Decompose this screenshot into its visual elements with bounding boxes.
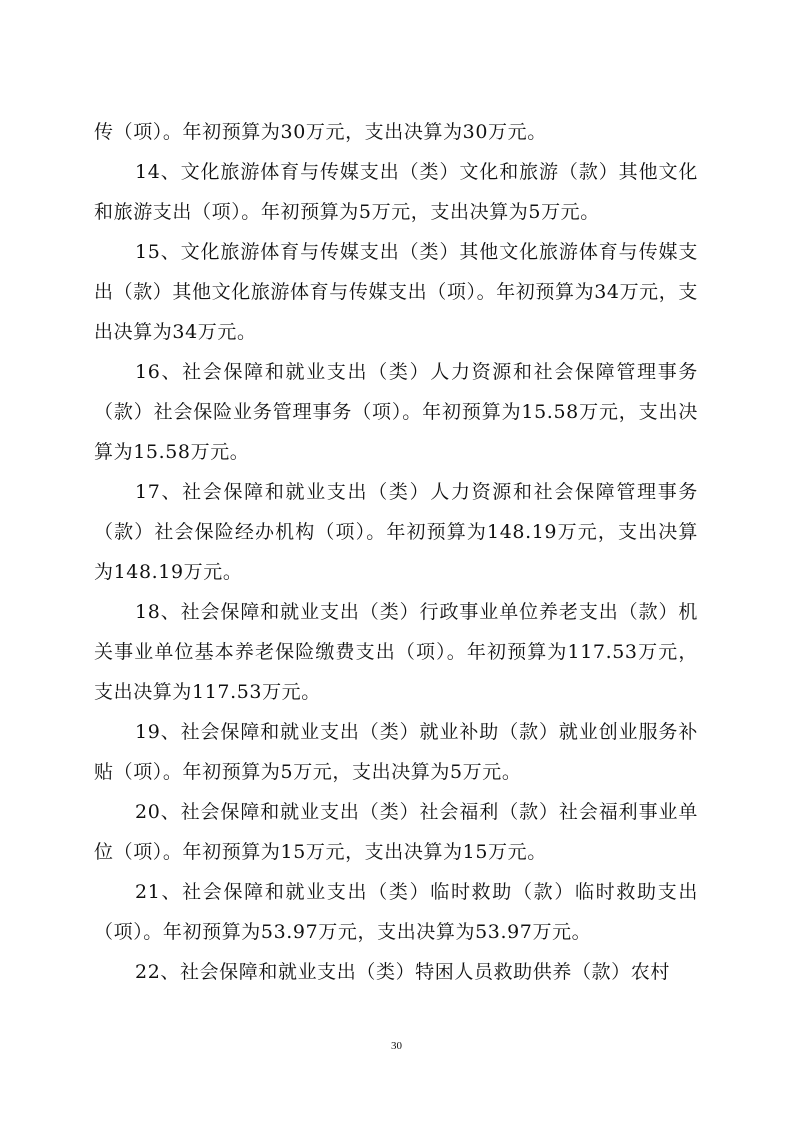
paragraph-item-21: 21、社会保障和就业支出（类）临时救助（款）临时救助支出（项）。年初预算为53.97万元，支出决算为53.97万元。 [94,881,698,943]
page-number: 30 [391,1040,402,1052]
paragraph-item-14: 14、文化旅游体育与传媒支出（类）文化和旅游（款）其他文化和旅游支出（项）。年初预算为5万元，支出决算为5万元。 [94,161,698,223]
paragraph-item-17: 17、社会保障和就业支出（类）人力资源和社会保障管理事务（款）社会保险经办机构（项）。年初预算为148.19万元，支出决算为148.19万元。 [94,481,698,583]
paragraph-item-22: 22、社会保障和就业支出（类）特困人员救助供养（款）农村 [135,961,670,983]
paragraph-item-20: 20、社会保障和就业支出（类）社会福利（款）社会福利事业单位（项）。年初预算为15万元，支出决算为15万元。 [94,801,698,863]
body-text [94,112,698,992]
paragraph-item-18: 18、社会保障和就业支出（类）行政事业单位养老支出（款）机关事业单位基本养老保险缴费支出（项）。年初预算为117.53万元，支出决算为117.53万元。 [94,601,698,703]
paragraph-item-19: 19、社会保障和就业支出（类）就业补助（款）就业创业服务补贴（项）。年初预算为5万元，支出决算为5万元。 [94,721,698,783]
paragraph-item-15: 15、文化旅游体育与传媒支出（类）其他文化旅游体育与传媒支出（款）其他文化旅游体育与传媒支出（项）。年初预算为34万元，支出决算为34万元。 [94,241,698,343]
paragraph-item-16: 16、社会保障和就业支出（类）人力资源和社会保障管理事务（款）社会保险业务管理事务（项）。年初预算为15.58万元，支出决算为15.58万元。 [94,361,698,463]
paragraph-continuation: 传（项）。年初预算为30万元，支出决算为30万元。 [94,121,547,143]
